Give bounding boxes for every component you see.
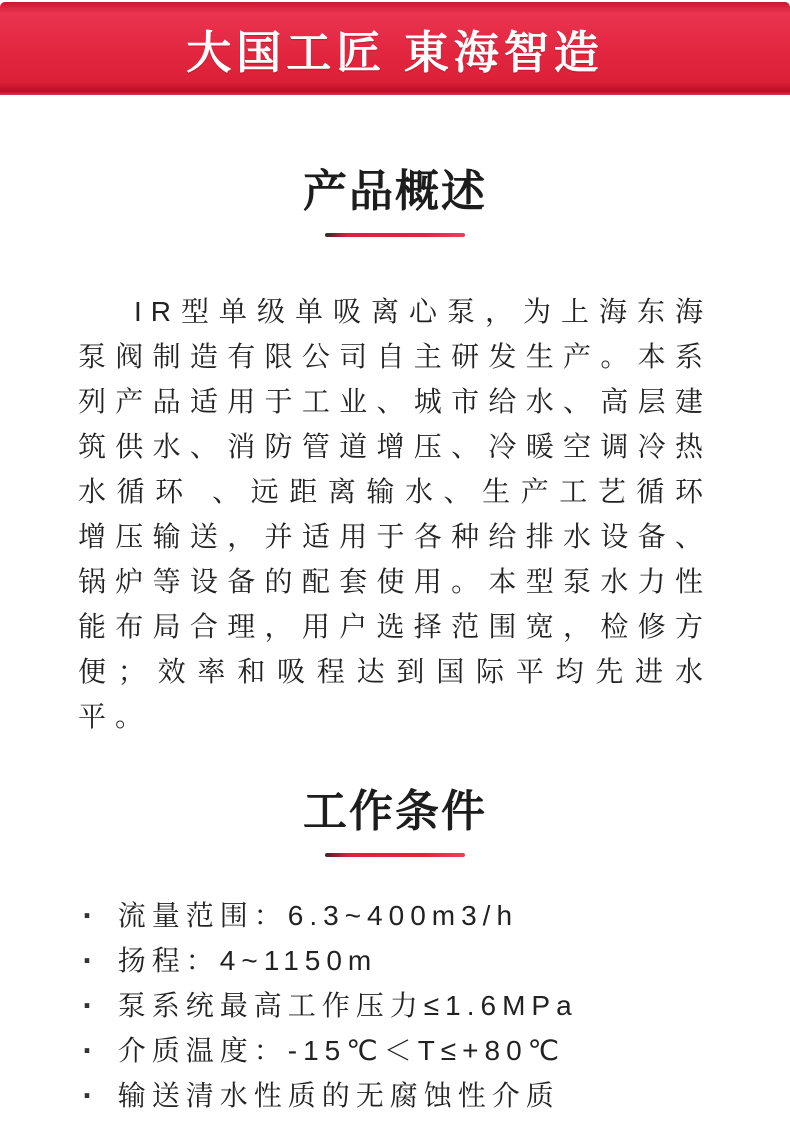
section-work-conditions [0, 787, 790, 1118]
work-conditions-heading: 工作条件 [303, 787, 487, 836]
list-item-text: 输送清水性质的无腐蚀性介质 [117, 1080, 560, 1111]
list-item-medium-type [84, 1073, 730, 1118]
top-banner [0, 2, 790, 95]
bullet-dot: · [82, 987, 94, 1024]
page [0, 2, 790, 1118]
overview-heading: 产品概述 [303, 167, 487, 216]
list-item-flow-range [84, 893, 730, 938]
list-item-head [84, 938, 730, 983]
bullet-dot: · [82, 897, 94, 934]
work-conditions-heading-underline [325, 853, 465, 857]
list-item-medium-temperature [84, 1028, 730, 1073]
overview-heading-underline [325, 233, 465, 237]
list-item-text: 流量范围：6.3~400m3/h [117, 900, 519, 931]
work-conditions-list [0, 893, 790, 1118]
banner-title: 大国工匠 東海智造 [186, 27, 604, 78]
list-item-text: 扬程：4~1150m [117, 945, 378, 976]
overview-paragraph: IR型单级单吸离心泵，为上海东海泵阀制造有限公司自主研发生产。本系列产品适用于工业、城市给水、高层建筑供水、消防管道增压、冷暖空调冷热水循环 、远距离输水、生产工艺循环增压输送，并适用于各种给排水设备、锅炉等设备的配套使用。本型泵水力性能布局合理，用户选择范围宽，检修方便；效率和吸程达到国际平均先进水平。 [78, 296, 712, 732]
bullet-dot: · [82, 1077, 94, 1114]
list-item-text: 介质温度：-15℃＜T≤+80℃ [117, 1035, 566, 1066]
list-item-max-pressure [84, 983, 730, 1028]
bullet-dot: · [82, 942, 94, 979]
section-overview [0, 167, 790, 739]
bullet-dot: · [82, 1032, 94, 1069]
list-item-text: 泵系统最高工作压力≤1.6MPa [117, 990, 578, 1021]
